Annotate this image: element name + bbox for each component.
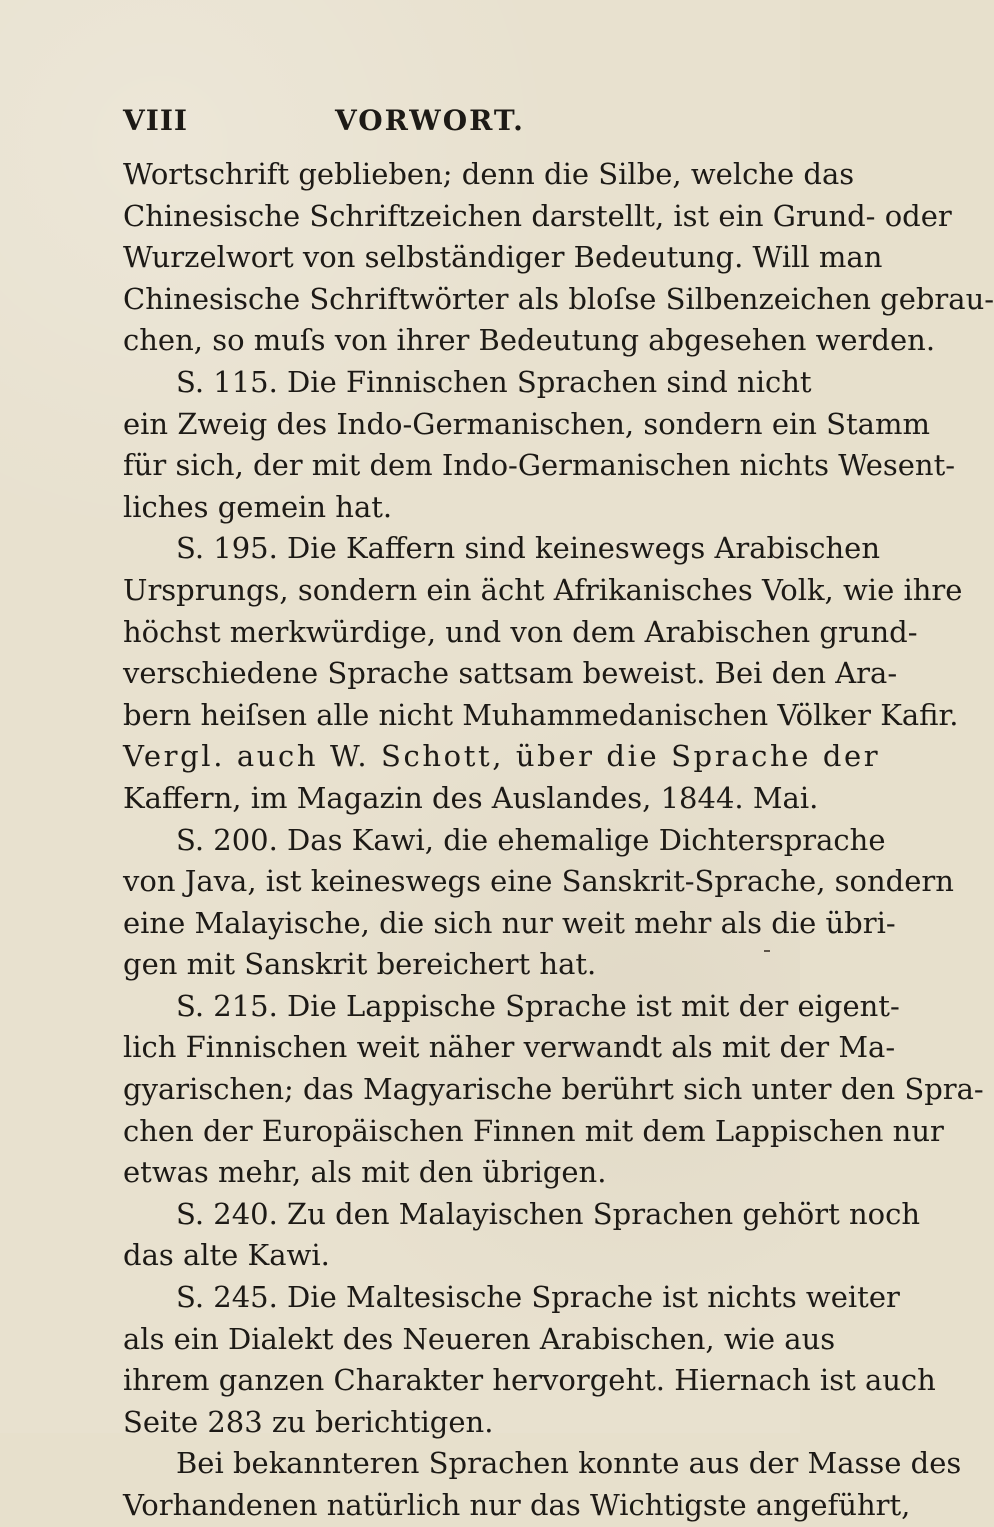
text-line: Kaffern, im Magazin des Auslandes, 1844. Mai. <box>123 780 819 815</box>
running-title: VORWORT. <box>335 104 525 137</box>
text-line: eine Malayische, die sich nur weit mehr als die übri- <box>123 905 896 940</box>
text-line: Vorhandenen natürlich nur das Wichtigste angeführt, <box>123 1488 911 1522</box>
text-line: Vergl. auch W. Schott, über die Sprache der <box>123 739 881 774</box>
text-line: bern heiſsen alle nicht Muhammedanischen Völker Kafir. <box>123 697 959 732</box>
text-line: das alte Kawi. <box>123 1238 330 1273</box>
text-line: lich Finnischen weit näher verwandt als mit der Ma- <box>123 1030 896 1065</box>
body-text <box>123 154 994 1527</box>
margin-mark <box>764 950 770 952</box>
section-line: S. 215. Die Lappische Sprache ist mit der eigent- <box>176 988 900 1023</box>
text-line: höchst merkwürdige, und von dem Arabischen grund- <box>123 614 918 649</box>
text-line: Seite 283 zu berichtigen. <box>123 1404 494 1439</box>
section-line: S. 115. Die Finnischen Sprachen sind nicht <box>176 364 812 399</box>
text-line: etwas mehr, als mit den übrigen. <box>123 1155 607 1190</box>
text-line: als ein Dialekt des Neueren Arabischen, wie aus <box>123 1321 836 1356</box>
text-line: gyarischen; das Magyarische berührt sich unter den Spra- <box>123 1072 984 1107</box>
section-line: Bei bekannteren Sprachen konnte aus der Masse des <box>176 1446 962 1481</box>
text-line: Chinesische Schriftwörter als bloſse Silbenzeichen gebrau- <box>123 281 994 316</box>
text-line: Ursprungs, sondern ein ächt Afrikanisches Volk, wie ihre <box>123 572 963 607</box>
text-line: chen, so muſs von ihrer Bedeutung abgesehen werden. <box>123 323 936 358</box>
text-line: Wurzelwort von selbständiger Bedeutung. Will man <box>123 240 883 275</box>
text-line: für sich, der mit dem Indo-Germanischen nichts Wesent- <box>123 448 956 483</box>
text-line: Wortschrift geblieben; denn die Silbe, welche das <box>123 157 855 191</box>
page-number: VIII <box>123 104 189 137</box>
text-line: von Java, ist keineswegs eine Sanskrit-Sprache, sondern <box>123 864 954 899</box>
text-line: liches gemein hat. <box>123 489 393 524</box>
text-line: gen mit Sanskrit bereichert hat. <box>123 947 597 982</box>
section-line: S. 200. Das Kawi, die ehemalige Dichtersprache <box>176 822 886 857</box>
text-line: chen der Europäischen Finnen mit dem Lappischen nur <box>123 1113 944 1148</box>
section-line: S. 195. Die Kaffern sind keineswegs Arabischen <box>176 531 881 566</box>
text-line: Chinesische Schriftzeichen darstellt, ist ein Grund- oder <box>123 198 952 233</box>
section-line: S. 240. Zu den Malayischen Sprachen gehört noch <box>176 1196 921 1231</box>
text-line: ihrem ganzen Charakter hervorgeht. Hiernach ist auch <box>123 1363 936 1398</box>
section-line: S. 245. Die Maltesische Sprache ist nichts weiter <box>176 1280 900 1315</box>
page-header <box>123 104 703 140</box>
text-line: verschiedene Sprache sattsam beweist. Bei den Ara- <box>123 656 898 691</box>
text-line: ein Zweig des Indo-Germanischen, sondern ein Stamm <box>123 406 930 441</box>
